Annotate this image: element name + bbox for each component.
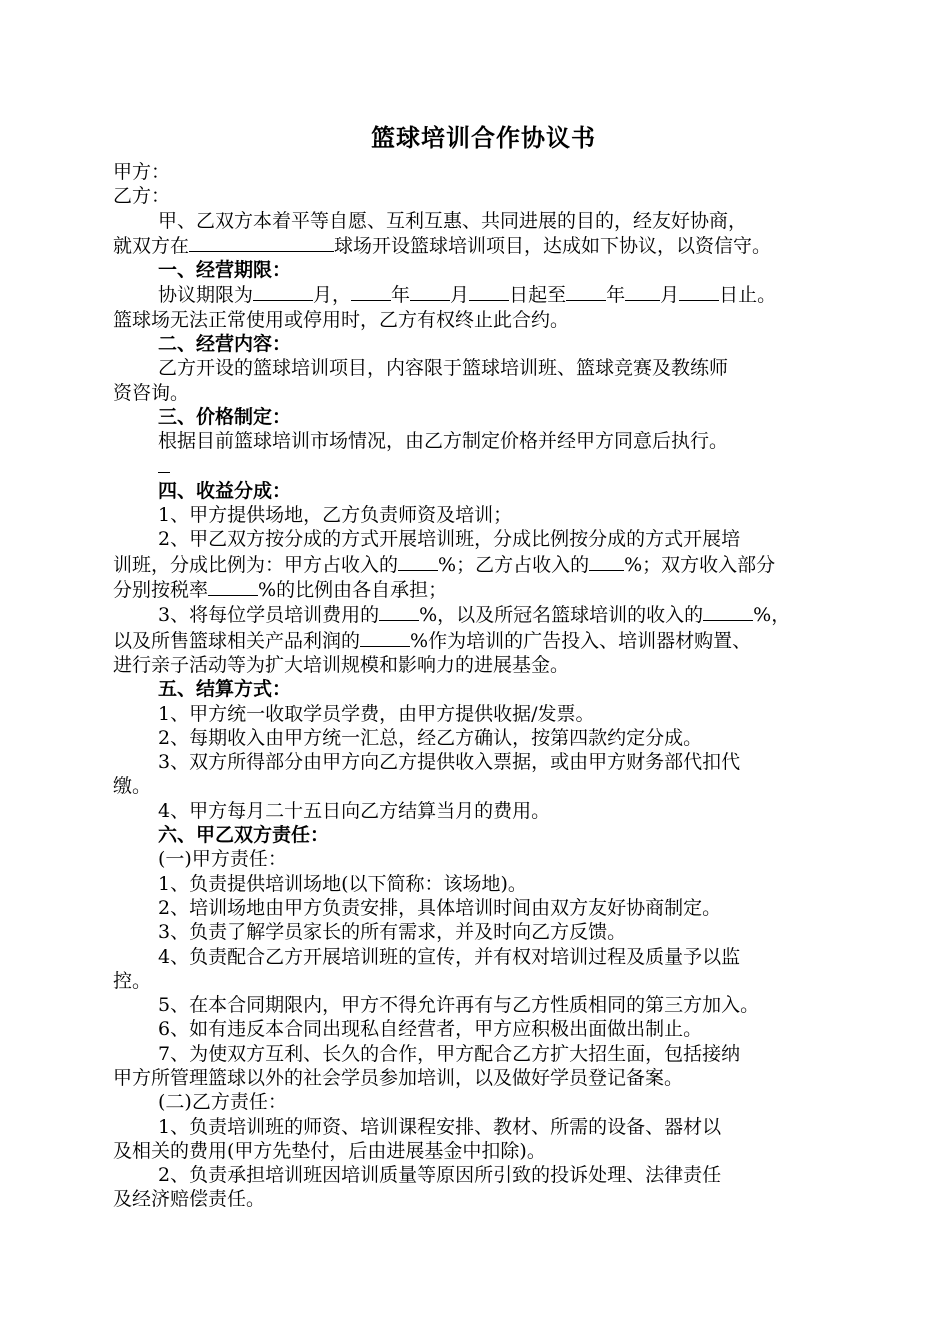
page-title: 篮球培训合作协议书 (371, 124, 596, 152)
venue-blank[interactable] (189, 233, 334, 252)
duration-blank[interactable] (253, 282, 313, 301)
section-heading-term: 一、经营期限： (158, 259, 292, 282)
settlement-item: 4、甲方每月二十五日向乙方结算当月的费用。 (158, 799, 551, 822)
tax-rate-blank[interactable] (208, 577, 258, 596)
revenue-item: 3、将每位学员培训费用的 %，以及所冠名篮球培训的收入的 %， (158, 604, 791, 627)
party-a-share-blank[interactable] (398, 552, 438, 571)
party-b-duty: 2、负责承担培训班因培训质量等原因所引致的投诉处理、法律责任 (158, 1164, 722, 1187)
revenue-item: 1、甲方提供场地，乙方负责师资及培训； (158, 504, 513, 527)
end-day-blank[interactable] (679, 282, 719, 301)
content-line: 乙方开设的篮球培训项目，内容限于篮球培训班、篮球竞赛及教练师 (158, 357, 729, 380)
section-heading-revenue: 四、收益分成： (158, 479, 292, 502)
section-heading-pricing: 三、价格制定： (158, 405, 292, 428)
party-a-duty: 3、负责了解学员家长的所有需求，并及时向乙方反馈。 (158, 921, 627, 944)
revenue-item: 2、甲乙双方按分成的方式开展培训班，分成比例按分成的方式开展培 (158, 528, 741, 551)
start-month-blank[interactable] (410, 282, 450, 301)
subsection-heading-party-a: (一)甲方责任： (158, 848, 287, 871)
party-a-duty: 4、负责配合乙方开展培训班的宣传，并有权对培训过程及质量予以监 (158, 945, 741, 968)
start-year-blank[interactable] (351, 282, 391, 301)
party-a-duty: 控。 (113, 969, 152, 992)
party-a-duty: 5、在本合同期限内，甲方不得允许再有与乙方性质相同的第三方加入。 (158, 994, 760, 1017)
party-a-duty: 1、负责提供培训场地(以下简称：该场地)。 (158, 872, 527, 895)
term-line: 篮球场无法正常使用或停用时，乙方有权终止此合约。 (113, 308, 570, 331)
party-a-duty: 6、如有违反本合同出现私自经营者，甲方应积极出面做出制止。 (158, 1018, 703, 1041)
product-profit-blank[interactable] (360, 628, 410, 647)
party-a-duty: 2、培训场地由甲方负责安排，具体培训时间由双方友好协商制定。 (158, 896, 722, 919)
term-line: 协议期限为 月， 年 月 日起至 年 月 日止。 (158, 284, 777, 307)
intro-line: 就双方在 球场开设篮球培训项目，达成如下协议，以资信守。 (113, 234, 772, 257)
revenue-item: 以及所售篮球相关产品利润的 %作为培训的广告投入、培训器材购置、 (113, 629, 752, 652)
end-year-blank[interactable] (566, 282, 606, 301)
section-heading-responsibilities: 六、甲乙双方责任： (158, 824, 330, 847)
party-b-duty: 及相关的费用(甲方先垫付，后由进展基金中扣除)。 (113, 1139, 546, 1162)
settlement-item: 1、甲方统一收取学员学费，由甲方提供收据/发票。 (158, 702, 595, 725)
start-day-blank[interactable] (469, 282, 509, 301)
party-a-label: 甲方： (113, 161, 171, 183)
settlement-item: 缴。 (113, 775, 152, 798)
section-heading-content: 二、经营内容： (158, 333, 292, 356)
party-a-duty: 甲方所管理篮球以外的社会学员参加培训，以及做好学员登记备案。 (113, 1066, 684, 1089)
settlement-item: 3、双方所得部分由甲方向乙方提供收入票据，或由甲方财务部代扣代 (158, 751, 741, 774)
sponsor-share-blank[interactable] (703, 602, 753, 621)
stray-underline (158, 454, 170, 473)
revenue-item: 分别按税率 %的比例由各自承担； (113, 579, 448, 602)
settlement-item: 2、每期收入由甲方统一汇总，经乙方确认，按第四款约定分成。 (158, 726, 703, 749)
party-a-duty: 7、为使双方互利、长久的合作，甲方配合乙方扩大招生面，包括接纳 (158, 1042, 741, 1065)
fee-share-blank[interactable] (379, 602, 419, 621)
pricing-line: 根据目前篮球培训市场情况，由乙方制定价格并经甲方同意后执行。 (158, 430, 729, 453)
content-line: 资咨询。 (113, 381, 190, 404)
party-b-label: 乙方： (113, 185, 171, 208)
section-heading-settlement: 五、结算方式： (158, 678, 292, 701)
party-b-duty: 及经济赔偿责任。 (113, 1188, 266, 1211)
intro-line: 甲、乙双方本着平等自愿、互利互惠、共同进展的目的，经友好协商， (158, 209, 748, 232)
empty-blank-line (113, 454, 854, 479)
revenue-item: 训班，分成比例为：甲方占收入的 %；乙方占收入的 %；双方收入部分 (113, 553, 776, 576)
revenue-item: 进行亲子活动等为扩大培训规模和影响力的进展基金。 (113, 653, 570, 676)
party-b-duty: 1、负责培训班的师资、培训课程安排、教材、所需的设备、器材以 (158, 1115, 722, 1138)
end-month-blank[interactable] (625, 282, 660, 301)
party-b-share-blank[interactable] (589, 552, 624, 571)
subsection-heading-party-b: (二)乙方责任： (158, 1091, 287, 1114)
